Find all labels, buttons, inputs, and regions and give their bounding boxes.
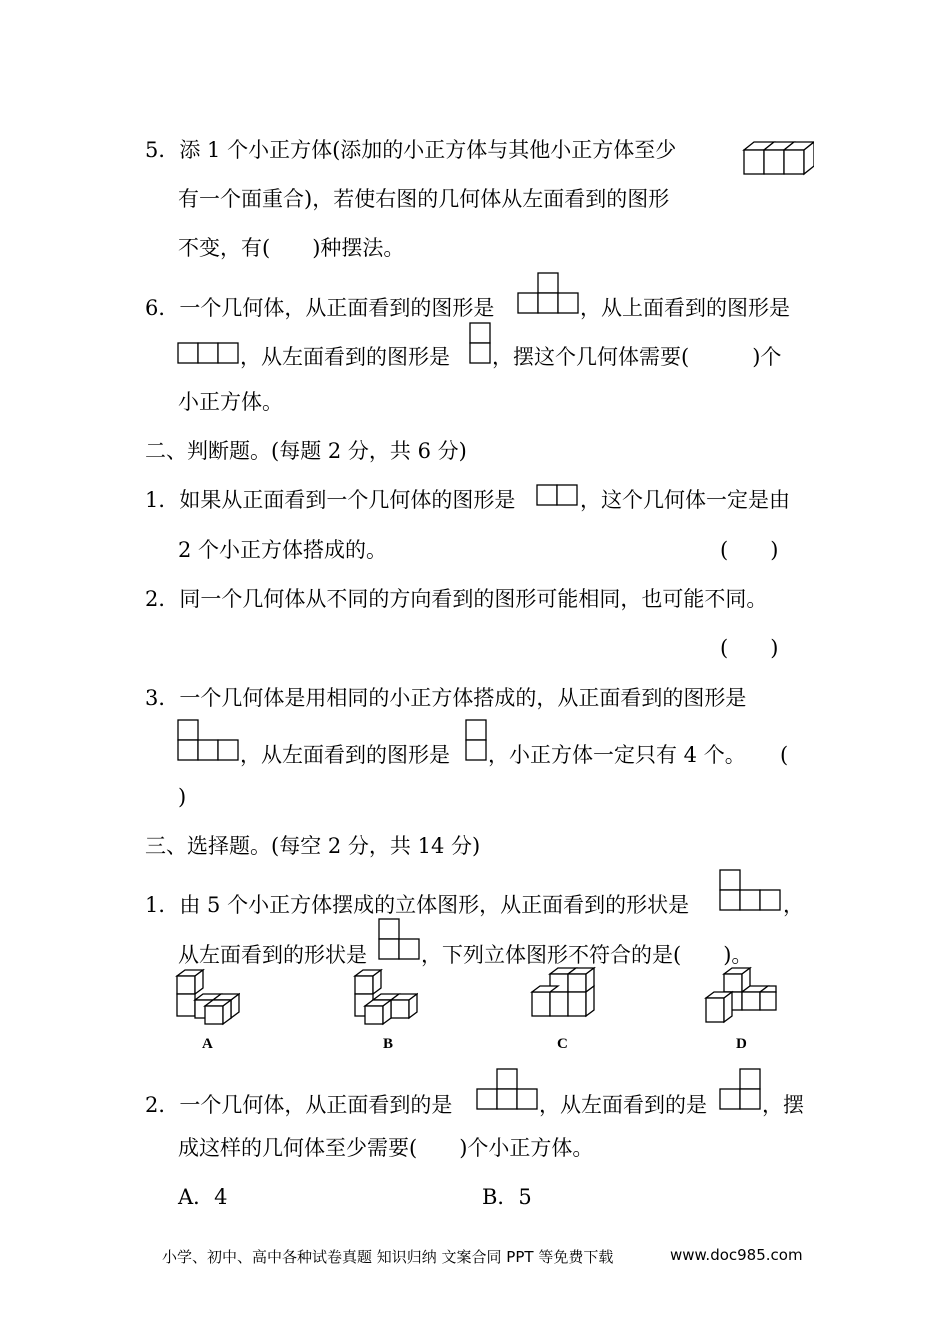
option-a-solid-figure[interactable]: [174, 968, 240, 1028]
s3-q2-choice-b[interactable]: B．5: [482, 1185, 532, 1209]
s2-q2-line1: 2．同一个几何体从不同的方向看到的图形可能相同，也可能不同。: [145, 587, 768, 611]
q5-line3: 不变，有( )种摆法。: [178, 236, 405, 260]
q5-line2: 有一个面重合)，若使右图的几何体从左面看到的图形: [178, 187, 670, 211]
section2-title: 二、判断题。(每题 2 分，共 6 分): [145, 439, 467, 463]
q6-line2-b: ，摆这个几何体需要( )个: [492, 345, 782, 369]
s3-q2-line1-c: ，摆: [762, 1093, 804, 1117]
s2-q3-paren-open: (: [780, 743, 789, 767]
footer-text: 小学、初中、高中各种试卷真题 知识归纳 文案合同 PPT 等免费下载: [162, 1248, 614, 1266]
s3-q1-left-figure: [378, 918, 422, 962]
s3-q2-front-figure: [476, 1068, 540, 1112]
option-b-solid-figure[interactable]: [352, 968, 418, 1028]
s3-q2-left-figure: [719, 1068, 763, 1112]
s2-q3-line2-b: ，小正方体一定只有 4 个。: [488, 743, 746, 767]
s2-q1-line1-b: ，这个几何体一定是由: [580, 488, 790, 512]
s2-q2-answer-paren: ( ): [720, 636, 779, 660]
s2-q3-paren-close: ): [178, 785, 187, 809]
option-c-label[interactable]: C: [557, 1036, 568, 1052]
option-c-solid-figure[interactable]: [530, 966, 600, 1022]
q6-front-view-figure: [517, 272, 581, 316]
q6-line1-b: ，从上面看到的图形是: [580, 296, 790, 320]
s2-q1-figure: [536, 484, 580, 508]
s3-q2-line1-a: 2．一个几何体，从正面看到的是: [145, 1093, 453, 1117]
s3-q1-line1-b: ，: [783, 893, 804, 917]
s2-q3-front-figure: [177, 719, 241, 763]
q6-line1-a: 6．一个几何体，从正面看到的图形是: [145, 296, 495, 320]
q6-left-view-figure: [469, 322, 493, 366]
s3-q1-line2-a: 从左面看到的形状是: [178, 943, 367, 967]
s3-q2-line2: 成这样的几何体至少需要( )个小正方体。: [178, 1136, 594, 1160]
option-b-label[interactable]: B: [383, 1036, 394, 1052]
footer-url[interactable]: www.doc985.com: [670, 1246, 803, 1264]
s3-q2-choice-a[interactable]: A．4: [178, 1185, 228, 1209]
s2-q1-line1-a: 1．如果从正面看到一个几何体的图形是: [145, 488, 516, 512]
section3-title: 三、选择题。(每空 2 分，共 14 分): [145, 834, 481, 858]
option-d-label[interactable]: D: [736, 1036, 747, 1052]
s3-q2-line1-b: ，从左面看到的是: [539, 1093, 707, 1117]
s3-q1-line2-b: ，下列立体图形不符合的是( )。: [421, 943, 753, 967]
s3-q1-line1-a: 1．由 5 个小正方体摆成的立体图形，从正面看到的形状是: [145, 893, 690, 917]
s2-q3-line2-a: ，从左面看到的图形是: [240, 743, 450, 767]
option-a-label[interactable]: A: [202, 1036, 213, 1052]
q6-line2-a: ，从左面看到的图形是: [240, 345, 450, 369]
q5-line1: 5．添 1 个小正方体(添加的小正方体与其他小正方体至少: [145, 138, 677, 162]
option-d-solid-figure[interactable]: [704, 966, 778, 1026]
s2-q1-answer-paren: ( ): [720, 538, 779, 562]
q6-top-view-figure: [177, 342, 241, 366]
s3-q1-front-figure: [719, 869, 783, 913]
s2-q1-line2: 2 个小正方体搭成的。: [178, 538, 388, 562]
s2-q3-line1: 3．一个几何体是用相同的小正方体搭成的，从正面看到的图形是: [145, 686, 747, 710]
q6-line3: 小正方体。: [178, 390, 283, 414]
q5-solid-figure: [740, 138, 814, 178]
s2-q3-left-figure: [465, 719, 489, 763]
